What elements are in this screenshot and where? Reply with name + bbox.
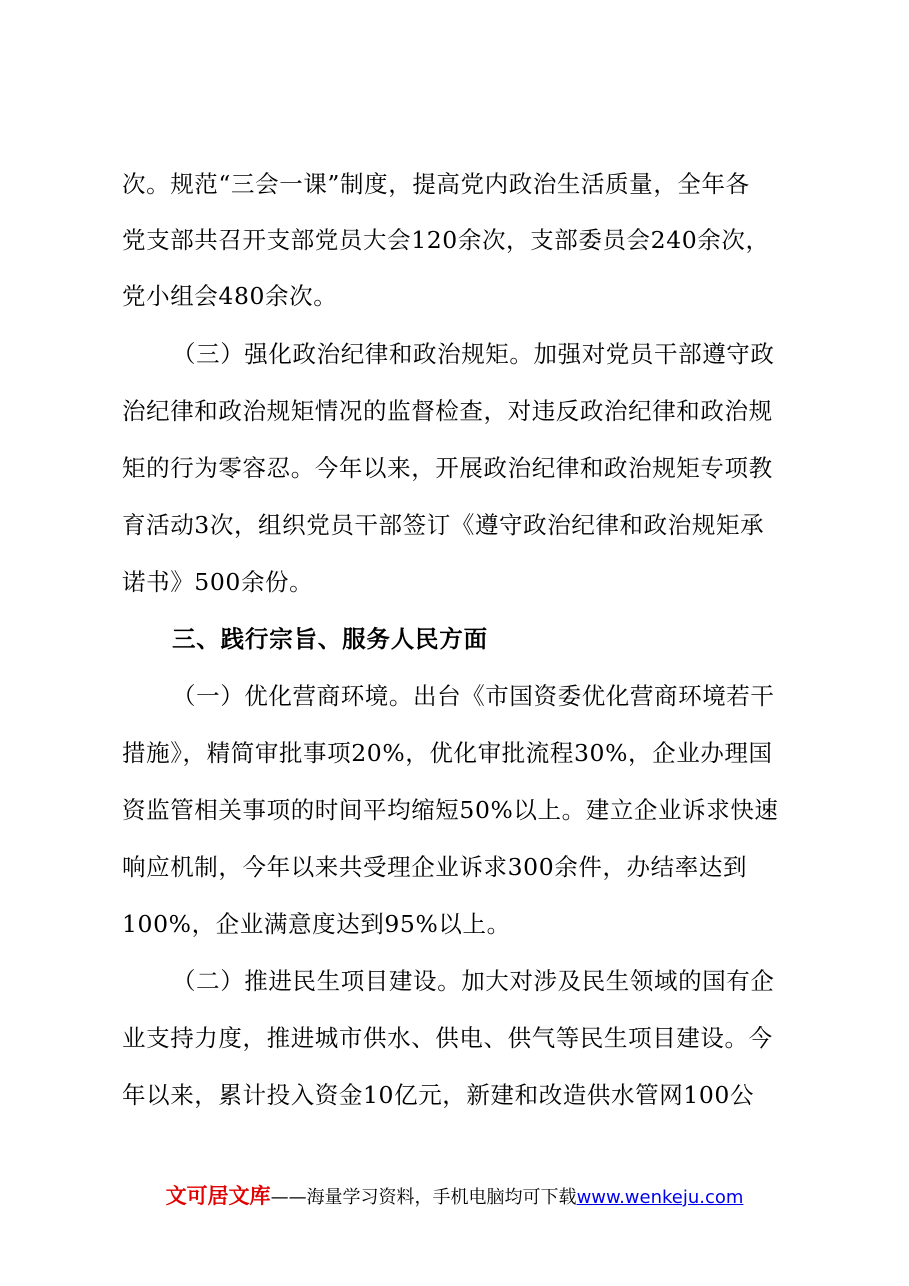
footer-slogan: 海量学习资料，手机电脑均可下载	[306, 1187, 577, 1208]
website-link[interactable]: www.wenkeju.com	[576, 1187, 744, 1208]
body-line: 响应机制，今年以来共受理企业诉求300余件，办结率达到	[122, 853, 748, 881]
footer-banner	[0, 1180, 909, 1214]
section-heading: 三、践行宗旨、服务人民方面	[172, 625, 488, 653]
body-line: 次。规范“三会一课”制度，提高党内政治生活质量，全年各	[122, 170, 750, 198]
body-line: 党小组会480余次。	[122, 282, 338, 310]
body-line: 党支部共召开支部党员大会120余次，支部委员会240余次，	[122, 226, 770, 254]
body-line: （三）强化政治纪律和政治规矩。加强对党员干部遵守政	[172, 340, 775, 368]
body-line: 矩的行为零容忍。今年以来，开展政治纪律和政治规矩专项教	[122, 454, 773, 482]
body-line: （一）优化营商环境。出台《市国资委优化营商环境若干	[172, 682, 775, 710]
footer-separator: ——	[270, 1187, 307, 1208]
body-line: 资监管相关事项的时间平均缩短50%以上。建立企业诉求快速	[122, 796, 779, 824]
body-line: （二）推进民生项目建设。加大对涉及民生领域的国有企	[172, 967, 775, 995]
brand-name: 文可居文库	[165, 1184, 271, 1208]
body-line: 业支持力度，推进城市供水、供电、供气等民生项目建设。今	[122, 1024, 773, 1052]
body-line: 100%，企业满意度达到95%以上。	[122, 910, 511, 938]
body-line: 措施》，精简审批事项20%，优化审批流程30%，企业办理国	[122, 739, 773, 767]
body-line: 年以来，累计投入资金10亿元，新建和改造供水管网100公	[122, 1081, 755, 1109]
body-line: 治纪律和政治规矩情况的监督检查，对违反政治纪律和政治规	[122, 397, 773, 425]
body-line: 诺书》500余份。	[122, 568, 314, 596]
body-line: 育活动3次，组织党员干部签订《遵守政治纪律和政治规矩承	[122, 511, 765, 539]
